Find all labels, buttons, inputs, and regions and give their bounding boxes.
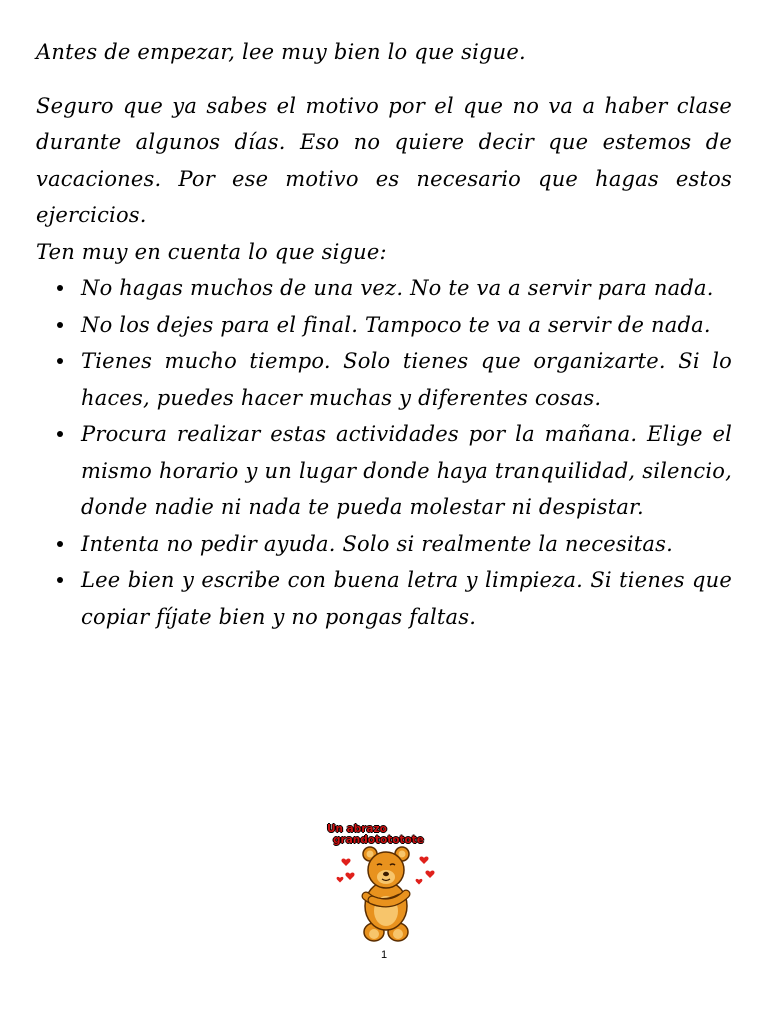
- teddy-bear-illustration: [324, 824, 444, 944]
- list-item: [36, 562, 732, 635]
- bullet-icon: [57, 541, 63, 547]
- list-item-text: Procura realizar estas actividades por la mañana. Elige el mismo horario y un lugar donde haya tranquilidad, silencio, donde nadie ni nada te pueda molestar ni despistar.: [81, 422, 732, 519]
- teddy-bear-hug-icon: [324, 846, 444, 944]
- list-item-text: Lee bien y escribe con buena letra y limpieza. Si tienes que copiar fíjate bien y no pongas faltas.: [81, 568, 732, 629]
- list-item: [36, 343, 732, 416]
- bullet-icon: [57, 431, 63, 437]
- list-item: [36, 270, 732, 307]
- list-item-text: Tienes mucho tiempo. Solo tienes que organizarte. Si lo haces, puedes hacer muchas y diferentes cosas.: [81, 349, 732, 410]
- list-item: [36, 416, 732, 526]
- page-number: 1: [380, 949, 388, 961]
- list-item-text: No los dejes para el final. Tampoco te va a servir de nada.: [81, 312, 711, 337]
- list-item: [36, 526, 732, 563]
- bear-caption-line2: grandotototote: [333, 834, 424, 846]
- bullet-icon: [57, 285, 63, 291]
- list-item: [36, 307, 732, 344]
- list-item-text: Intenta no pedir ayuda. Solo si realmente la necesitas.: [81, 531, 673, 556]
- bullet-icon: [57, 358, 63, 364]
- document-body: [36, 34, 732, 635]
- instructions-list: [36, 270, 732, 635]
- body-paragraph: Seguro que ya sabes el motivo por el que no va a haber clase durante algunos días. Eso no quiere decir que estemos de vacaciones. Por ese motivo es necesario que hagas estos ejercicios.: [36, 93, 732, 227]
- bullet-icon: [57, 322, 63, 328]
- list-lead: Ten muy en cuenta lo que sigue:: [36, 239, 387, 264]
- bullet-icon: [57, 577, 63, 583]
- intro-line: Antes de empezar, lee muy bien lo que sigue.: [36, 40, 526, 64]
- bear-caption: [327, 824, 443, 846]
- bear-caption-line1: Un abrazo: [327, 823, 387, 835]
- list-item-text: No hagas muchos de una vez. No te va a servir para nada.: [81, 276, 714, 300]
